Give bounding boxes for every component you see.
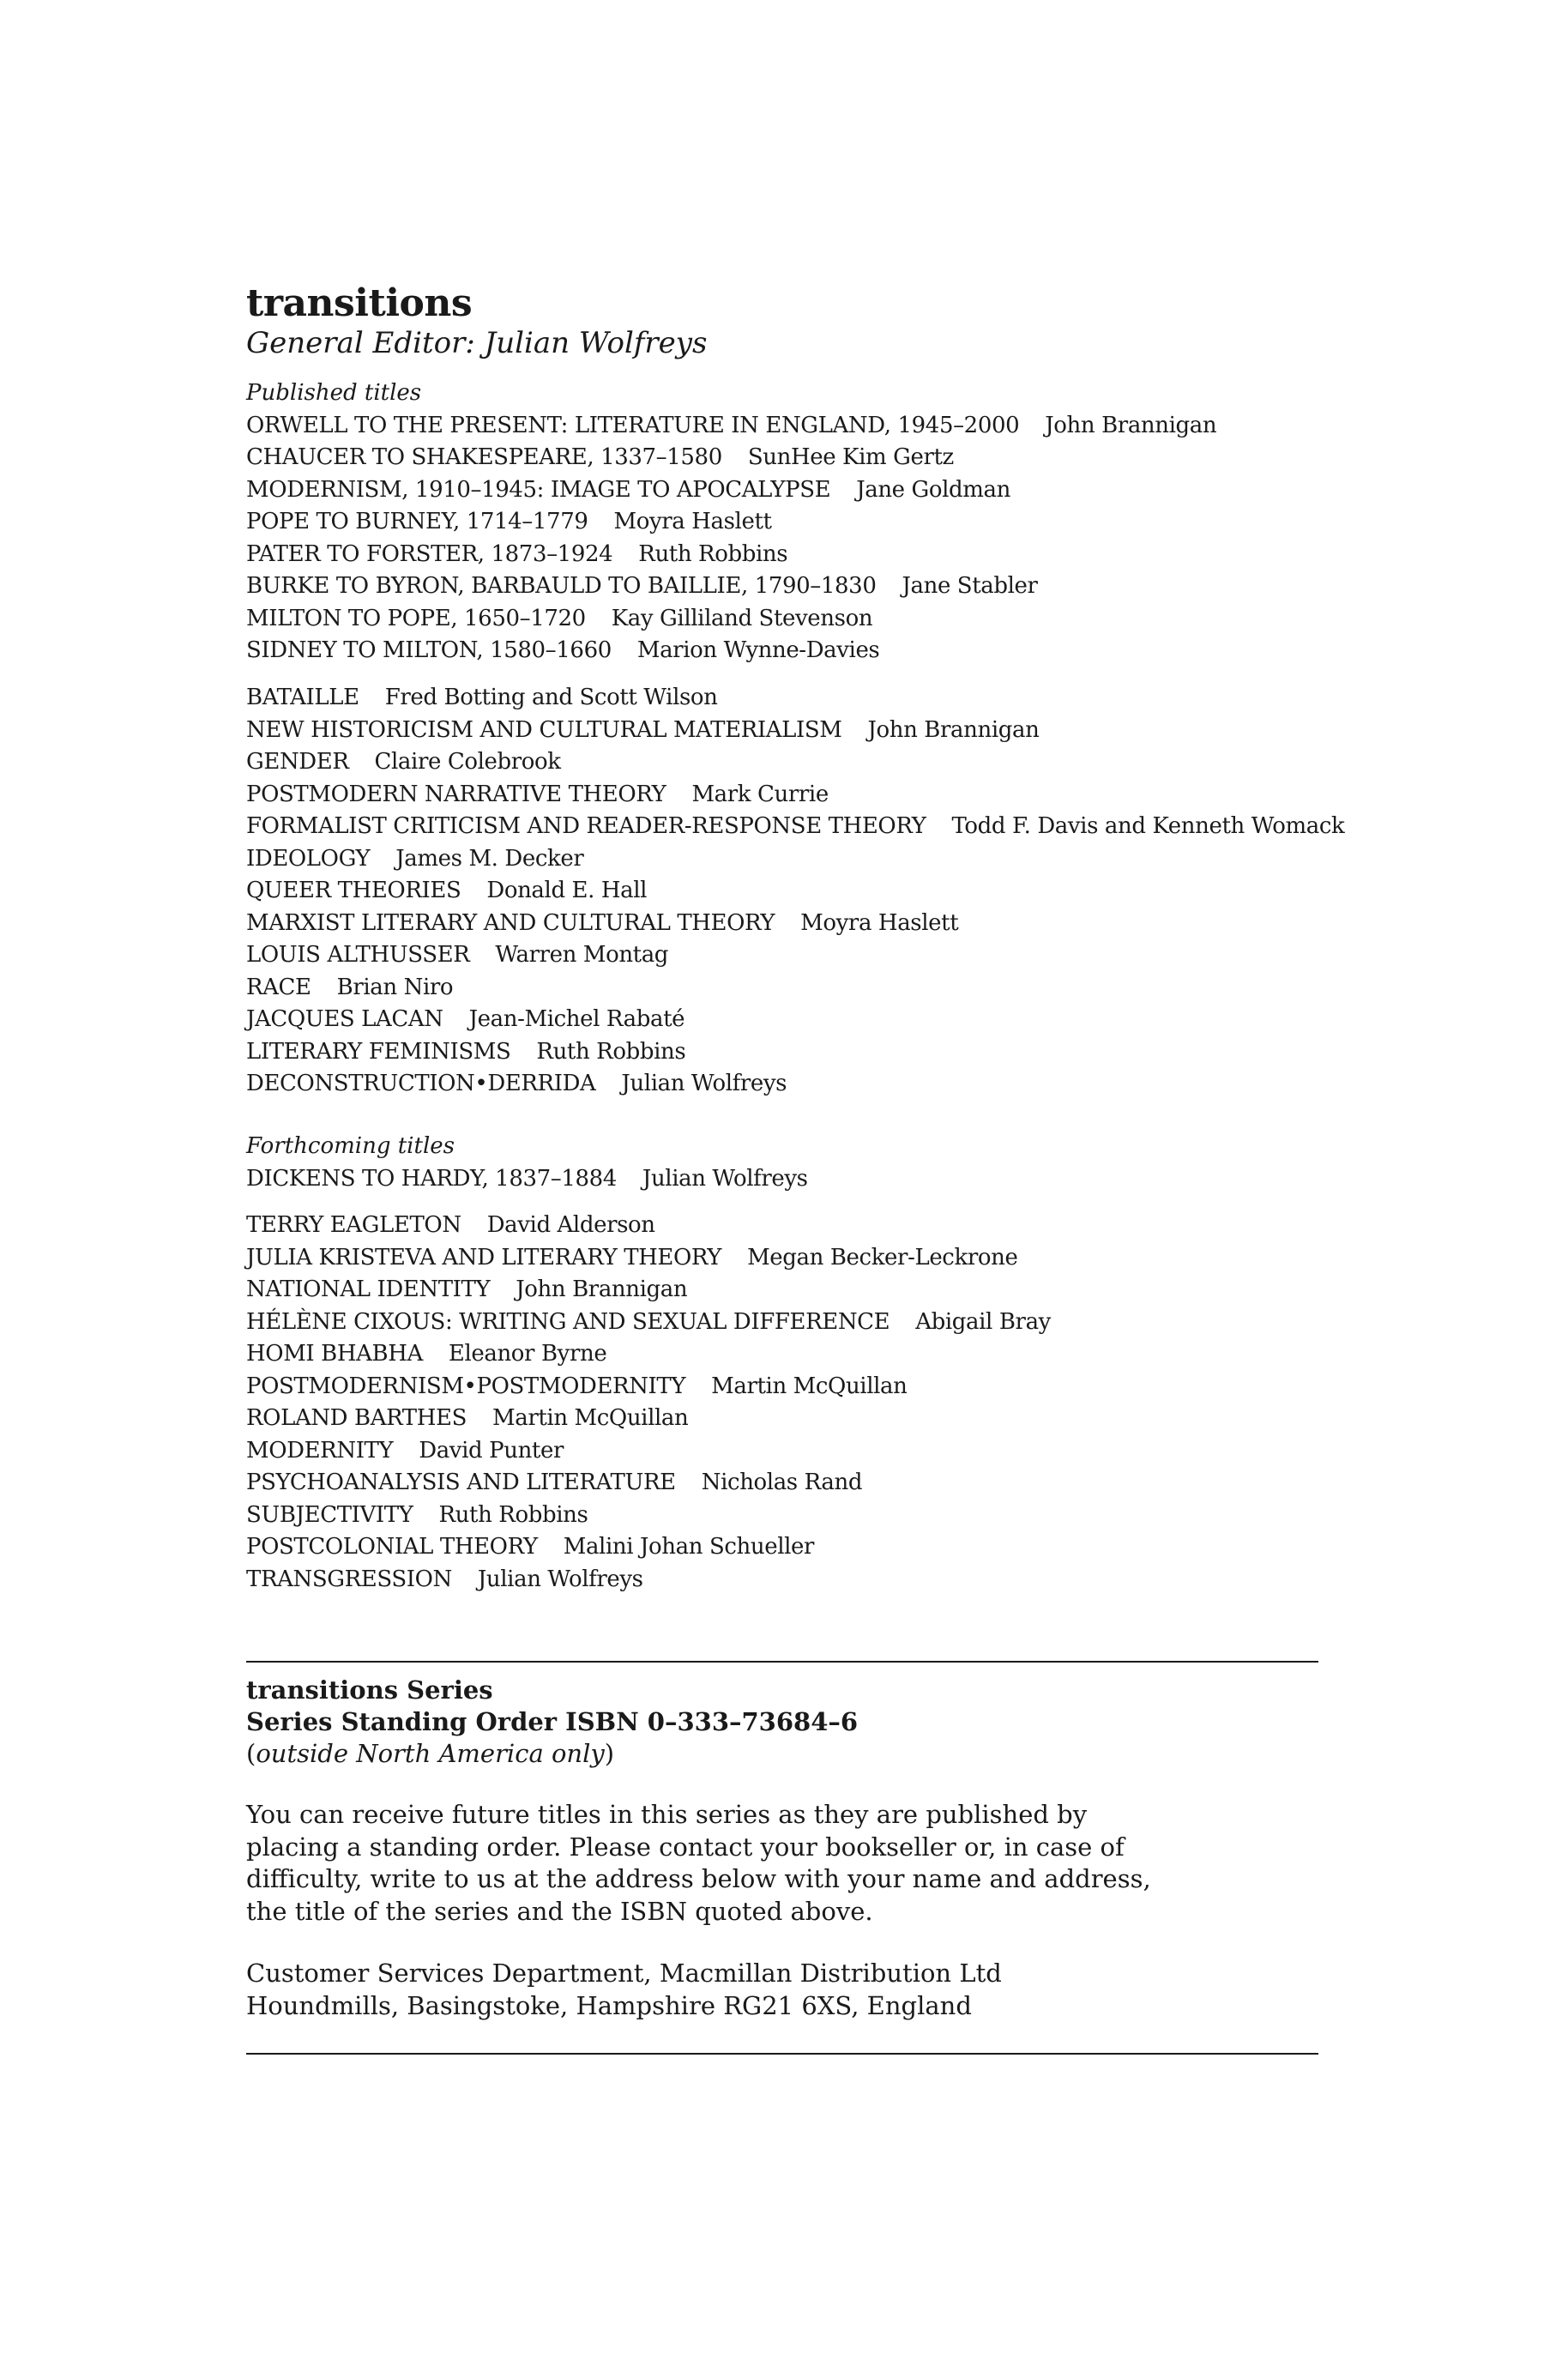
title-entry bbox=[246, 1371, 1361, 1403]
title-entry bbox=[246, 908, 1361, 940]
entry-title: NEW HISTORICISM AND CULTURAL MATERIALISM bbox=[246, 716, 842, 743]
entry-author: James M. Decker bbox=[395, 845, 584, 872]
entry-title: SIDNEY TO MILTON, 1580–1660 bbox=[246, 637, 612, 663]
entry-author: John Brannigan bbox=[1045, 412, 1217, 438]
title-entry bbox=[246, 1210, 1361, 1242]
order-series-line: transitions Series bbox=[246, 1675, 493, 1705]
entry-title: JACQUES LACAN bbox=[246, 1006, 443, 1032]
title-entry bbox=[246, 1242, 1361, 1275]
address-line: Houndmills, Basingstoke, Hampshire RG21 6XS, England bbox=[246, 1990, 972, 2020]
entry-title: POSTCOLONIAL THEORY bbox=[246, 1534, 538, 1560]
title-entry bbox=[246, 1036, 1361, 1069]
entry-author: Kay Gilliland Stevenson bbox=[611, 605, 873, 631]
title-entry bbox=[246, 972, 1361, 1005]
title-entry bbox=[246, 1163, 1361, 1196]
entry-title: DICKENS TO HARDY, 1837–1884 bbox=[246, 1165, 617, 1192]
forthcoming-period-list bbox=[246, 1163, 1361, 1196]
title-entry bbox=[246, 811, 1361, 843]
forthcoming-titles-key bbox=[246, 1210, 1361, 1596]
title-entry bbox=[246, 1307, 1361, 1339]
entry-author: John Brannigan bbox=[516, 1277, 688, 1302]
entry-title: NATIONAL IDENTITY bbox=[246, 1277, 491, 1302]
series-title: transitions bbox=[246, 281, 473, 325]
title-entry bbox=[246, 1531, 1361, 1564]
title-entry bbox=[246, 539, 1361, 571]
note-open: ( bbox=[246, 1739, 256, 1768]
entry-author: Ruth Robbins bbox=[438, 1501, 588, 1528]
entry-title: PSYCHOANALYSIS AND LITERATURE bbox=[246, 1470, 676, 1495]
title-entry bbox=[246, 506, 1361, 539]
entry-author: Nicholas Rand bbox=[701, 1470, 863, 1495]
entry-author: David Punter bbox=[419, 1437, 564, 1464]
title-entry bbox=[246, 603, 1361, 636]
entry-author: Megan Becker-Leckrone bbox=[747, 1244, 1018, 1271]
title-entry bbox=[246, 779, 1361, 812]
paragraph-line: placing a standing order. Please contact your bookseller or, in case of bbox=[246, 1832, 1125, 1862]
entry-author: Fred Botting and Scott Wilson bbox=[384, 685, 718, 710]
published-titles-key bbox=[246, 682, 1361, 1101]
general-editor: General Editor: Julian Wolfreys bbox=[246, 326, 708, 360]
published-period-list bbox=[246, 410, 1361, 667]
entry-title: MODERNITY bbox=[246, 1437, 394, 1464]
entry-title: PATER TO FORSTER, 1873–1924 bbox=[246, 540, 613, 567]
entry-author: David Alderson bbox=[486, 1212, 655, 1238]
entry-author: Ruth Robbins bbox=[536, 1038, 686, 1065]
note-close: ) bbox=[604, 1739, 615, 1768]
forthcoming-key-list bbox=[246, 1210, 1361, 1596]
title-entry bbox=[246, 1274, 1361, 1307]
entry-author: Warren Montag bbox=[495, 942, 669, 968]
published-titles-label: Published titles bbox=[246, 380, 422, 406]
entry-author: Julian Wolfreys bbox=[642, 1165, 808, 1192]
entry-author: Todd F. Davis and Kenneth Womack bbox=[951, 813, 1345, 839]
entry-author: Brian Niro bbox=[336, 974, 454, 1000]
entry-author: Martin McQuillan bbox=[711, 1373, 908, 1399]
title-entry bbox=[246, 570, 1361, 603]
entry-title: MILTON TO POPE, 1650–1720 bbox=[246, 605, 586, 631]
published-titles-period bbox=[246, 377, 1361, 667]
entry-author: John Brannigan bbox=[867, 716, 1040, 743]
entry-title: CHAUCER TO SHAKESPEARE, 1337–1580 bbox=[246, 444, 722, 470]
entry-title: QUEER THEORIES bbox=[246, 878, 461, 903]
title-entry bbox=[246, 843, 1361, 876]
published-key-list bbox=[246, 682, 1361, 1101]
entry-author: Donald E. Hall bbox=[486, 878, 648, 903]
divider-bottom bbox=[246, 2053, 1318, 2055]
title-entry bbox=[246, 442, 1361, 474]
title-entry bbox=[246, 1435, 1361, 1468]
note-italic: outside North America only bbox=[256, 1739, 605, 1768]
title-entry bbox=[246, 939, 1361, 972]
entry-author: Jane Stabler bbox=[902, 573, 1038, 599]
entry-title: POSTMODERNISM•POSTMODERNITY bbox=[246, 1373, 686, 1399]
entry-title: JULIA KRISTEVA AND LITERARY THEORY bbox=[246, 1244, 722, 1271]
title-entry bbox=[246, 1564, 1361, 1596]
entry-author: Abigail Bray bbox=[915, 1308, 1051, 1335]
order-isbn-line: Series Standing Order ISBN 0–333–73684–6 bbox=[246, 1707, 859, 1736]
entry-author: Martin McQuillan bbox=[492, 1405, 689, 1431]
order-paragraph bbox=[246, 1799, 1151, 1928]
entry-author: Eleanor Byrne bbox=[448, 1341, 607, 1367]
order-address bbox=[246, 1958, 1002, 2022]
entry-author: SunHee Kim Gertz bbox=[747, 444, 954, 470]
title-entry bbox=[246, 1338, 1361, 1371]
title-entry bbox=[246, 474, 1361, 507]
entry-title: IDEOLOGY bbox=[246, 845, 371, 872]
entry-title: LITERARY FEMINISMS bbox=[246, 1038, 511, 1065]
entry-title: FORMALIST CRITICISM AND READER-RESPONSE THEORY bbox=[246, 813, 926, 839]
entry-title: MARXIST LITERARY AND CULTURAL THEORY bbox=[246, 909, 775, 936]
entry-title: HÉLÈNE CIXOUS: WRITING AND SEXUAL DIFFERENCE bbox=[246, 1308, 890, 1335]
title-entry bbox=[246, 1500, 1361, 1532]
entry-title: TRANSGRESSION bbox=[246, 1566, 452, 1592]
entry-author: Marion Wynne-Davies bbox=[636, 637, 880, 663]
title-entry bbox=[246, 635, 1361, 667]
forthcoming-titles-label: Forthcoming titles bbox=[246, 1133, 455, 1159]
forthcoming-titles-period bbox=[246, 1131, 1361, 1195]
order-note bbox=[246, 1738, 614, 1770]
entry-title: POPE TO BURNEY, 1714–1779 bbox=[246, 509, 588, 534]
title-entry bbox=[246, 1467, 1361, 1500]
entry-title: GENDER bbox=[246, 749, 349, 775]
entry-author: Jane Goldman bbox=[856, 476, 1011, 503]
entry-title: BURKE TO BYRON, BARBAULD TO BAILLIE, 1790–1830 bbox=[246, 573, 877, 599]
paragraph-line: difficulty, write to us at the address below with your name and address, bbox=[246, 1864, 1151, 1893]
entry-author: Malini Johan Schueller bbox=[563, 1534, 815, 1560]
address-line: Customer Services Department, Macmillan Distribution Ltd bbox=[246, 1959, 1002, 1988]
entry-title: ORWELL TO THE PRESENT: LITERATURE IN ENGLAND, 1945–2000 bbox=[246, 412, 1020, 438]
entry-author: Moyra Haslett bbox=[800, 909, 959, 936]
divider-top bbox=[246, 1661, 1318, 1663]
title-entry bbox=[246, 410, 1361, 443]
entry-title: ROLAND BARTHES bbox=[246, 1405, 467, 1431]
entry-title: POSTMODERN NARRATIVE THEORY bbox=[246, 781, 666, 807]
entry-author: Jean-Michel Rabaté bbox=[468, 1006, 685, 1032]
entry-author: Claire Colebrook bbox=[374, 749, 561, 775]
title-entry bbox=[246, 1403, 1361, 1435]
entry-title: LOUIS ALTHUSSER bbox=[246, 942, 470, 968]
title-entry bbox=[246, 682, 1361, 715]
entry-title: BATAILLE bbox=[246, 685, 359, 710]
entry-author: Moyra Haslett bbox=[613, 509, 772, 534]
entry-title: MODERNISM, 1910–1945: IMAGE TO APOCALYPSE bbox=[246, 476, 831, 503]
title-entry bbox=[246, 875, 1361, 908]
entry-title: TERRY EAGLETON bbox=[246, 1212, 461, 1238]
entry-title: RACE bbox=[246, 974, 311, 1000]
title-entry bbox=[246, 1004, 1361, 1036]
entry-title: SUBJECTIVITY bbox=[246, 1501, 413, 1528]
entry-title: DECONSTRUCTION•DERRIDA bbox=[246, 1071, 596, 1096]
paragraph-line: You can receive future titles in this series as they are published by bbox=[246, 1800, 1088, 1829]
entry-author: Julian Wolfreys bbox=[477, 1566, 643, 1592]
entry-author: Ruth Robbins bbox=[638, 540, 788, 567]
entry-author: Mark Currie bbox=[691, 781, 829, 807]
entry-author: Julian Wolfreys bbox=[621, 1071, 787, 1096]
title-entry bbox=[246, 715, 1361, 747]
title-entry bbox=[246, 746, 1361, 779]
entry-title: HOMI BHABHA bbox=[246, 1341, 423, 1367]
title-entry bbox=[246, 1068, 1361, 1101]
paragraph-line: the title of the series and the ISBN quoted above. bbox=[246, 1896, 873, 1926]
